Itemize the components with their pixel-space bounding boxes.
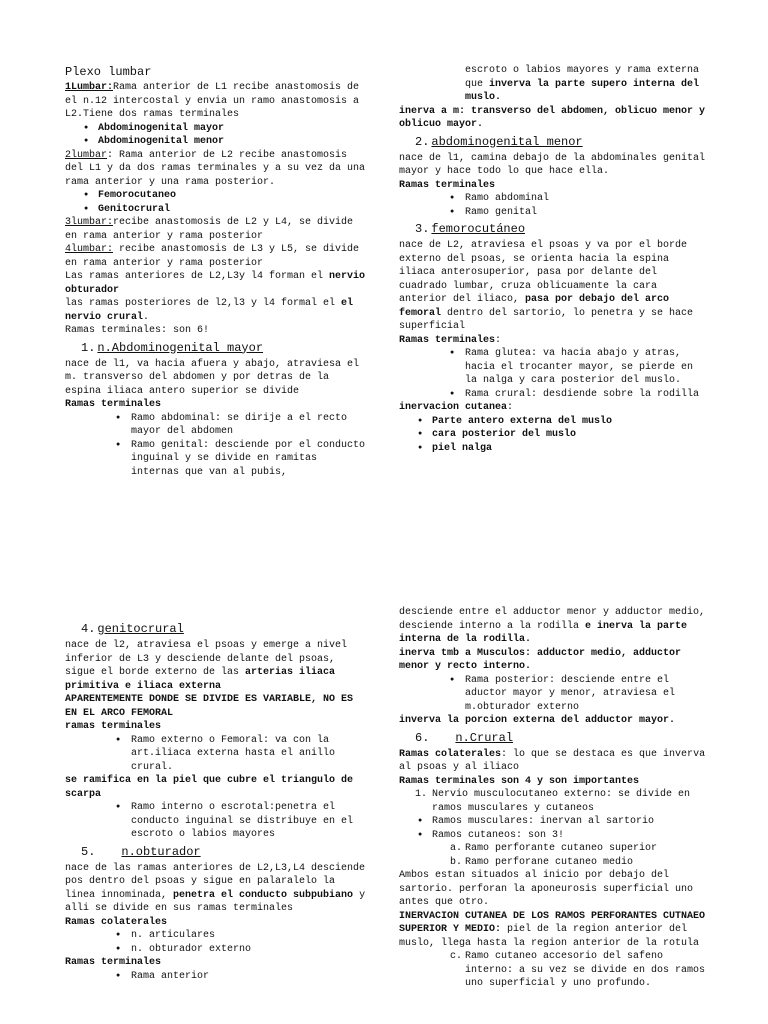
paragraph-situados: Ambos estan situados al inicio por debajo del sartorio. perforan la aponeurosis superficial uno antes que otro.	[399, 870, 694, 908]
list-obturador-terminals	[65, 970, 370, 984]
list-item: ● piel nalga	[399, 442, 707, 456]
list-genitocrural-internal	[65, 801, 370, 842]
list-rama-posterior	[399, 674, 707, 715]
column-top-left	[65, 64, 370, 479]
list-item: ● Ramo interno o escrotal:penetra el conducto inguinal se distribuye en el escroto o labios mayores	[65, 801, 370, 842]
heading-femorocutaneo: 3. femorocutáneo	[415, 222, 526, 236]
list-abdominogenital-menor-branches	[399, 192, 707, 219]
list-inervacion-cutanea	[399, 415, 707, 456]
text-lumbar-3: recibe anastomosis de L2 y L4, se divide en rama anterior y rama posterior	[65, 217, 354, 242]
list-item: a. Ramo perforante cutaneo superior	[399, 842, 707, 856]
list-item: ● Ramos musculares: inervan al sartorio	[399, 815, 707, 829]
paragraph-lumbar-1	[65, 81, 370, 122]
paragraph-abdominogenital-mayor: nace de l1, va hacia afuera y abajo, atraviesa el m. transverso del abdomen y por detras de la espina iliaca antero superior se divide	[65, 358, 360, 397]
list-safeno	[399, 950, 707, 991]
heading-abdominogenital-mayor: 1. n.Abdominogenital mayor	[81, 340, 264, 355]
column-bottom-left	[65, 619, 370, 983]
label-inervacion-cutanea: inervacion cutanea:	[399, 402, 514, 413]
list-crural-bullets	[399, 815, 707, 842]
list-lumbar-2-branches	[65, 189, 370, 216]
label-ramas-terminales: Ramas terminales son 4 y son importantes	[399, 775, 640, 787]
list-item: ● Rama anterior	[65, 970, 370, 984]
list-item: ● n. articulares	[65, 929, 370, 943]
paragraph-abdominogenital-menor: nace de l1, camina debajo de la abdominales genital mayor y hace todo lo que hace ella.	[399, 152, 706, 177]
label-lumbar-4: 4lumbar:	[65, 244, 114, 255]
paragraph-continuation: escroto o labios mayores y rama externa que inverva la parte supero interna del muslo.	[465, 65, 700, 103]
label-ramas-colaterales: Ramas colaterales	[65, 916, 168, 928]
heading-crural: 6. n.Crural	[415, 730, 514, 745]
paragraph-aductor-mayor: inverva la porcion externa del adductor mayor.	[399, 715, 676, 726]
list-item: ● Abdominogenital mayor	[65, 122, 370, 136]
paragraph-crural-origin: las ramas posteriores de l2,l3 y l4 formal el el nervio crural.	[65, 298, 354, 323]
list-obturador-collaterals	[65, 929, 370, 956]
paragraph-ramas-terminales: Ramas terminales: son 6!	[65, 325, 210, 336]
list-perforantes	[399, 842, 707, 869]
paragraph-ramas-colaterales: Ramas colaterales: lo que se destaca es que inverva al psoas y al iliaco	[399, 748, 706, 773]
paragraph-lumbar-4	[65, 243, 370, 270]
list-item: ● Ramo genital: desciende por el conducto inguinal y se divide en ramitas internas que van al pubis,	[65, 439, 370, 480]
list-item: ● Ramo genital	[399, 206, 707, 220]
column-top-right	[399, 64, 707, 455]
text-lumbar-1: Rama anterior de L1 recibe anastomosis de el n.12 intercostal y envia un ramo anastomosis a L2.Tiene dos ramas terminales	[65, 82, 360, 120]
text-lumbar-2: : Rama anterior de L2 recibe anastomosis del L1 y da dos ramas terminales y a su vez da una rama anterior y una rama posterior.	[65, 149, 366, 188]
paragraph-scarpa: se ramifica en la piel que cubre el triangulo de scarpa	[65, 775, 354, 800]
page-title: Plexo lumbar	[65, 65, 152, 79]
label-lumbar-2: 2lumbar	[65, 149, 108, 161]
label-lumbar-3: 3lumbar:	[65, 217, 114, 228]
list-item: ● Rama posterior: desciende entre el aductor mayor y menor, atraviesa el m.obturador externo	[399, 674, 707, 715]
paragraph-musculos: inerva tmb a Musculos: adductor medio, adductor menor y recto interno.	[399, 647, 682, 672]
list-item: ● cara posterior del muslo	[399, 428, 707, 442]
paragraph-genitocrural: nace de l2, atraviesa el psoas y emerge a nivel inferior de L3 y desciende delante del psoas, sigue el borde externo de las arterias iliaca primitiva e iliaca externa	[65, 640, 348, 692]
label-ramas-terminales: Ramas terminales	[65, 399, 162, 410]
label-lumbar-1: 1Lumbar:	[65, 82, 114, 93]
label-ramas-terminales: Ramas terminales:	[399, 334, 502, 346]
list-item: c. Ramo cutaneo accesorio del safeno interno: a su vez se divide en dos ramos uno superficial y uno profundo.	[399, 950, 707, 991]
list-item: ● Abdominogenital menor	[65, 135, 370, 149]
paragraph-inervation-muscles: inerva a m: transverso del abdomen, oblicuo menor y oblicuo mayor.	[399, 105, 706, 130]
list-item: ● Rama glutea: va hacia abajo y atras, hacia el trocanter mayor, se pierde en la nalga y cara posterior del muslo.	[399, 347, 707, 388]
heading-obturador: 5. n.obturador	[81, 844, 201, 859]
list-item: ● Ramo abdominal	[399, 192, 707, 206]
list-abdominogenital-mayor-branches	[65, 412, 370, 480]
list-lumbar-1-branches	[65, 122, 370, 149]
list-item: ● Ramo abdominal: se dirije a el recto mayor del abdomen	[65, 412, 370, 439]
list-femorocutaneo-branches	[399, 347, 707, 401]
paragraph-rama-anterior-cont: desciende entre el adductor menor y adductor medio, desciende interno a la rodilla e inerva la parte interna de la rodilla.	[399, 607, 706, 645]
list-crural-numbered	[399, 788, 707, 815]
paragraph-lumbar-2	[65, 149, 370, 190]
paragraph-lumbar-3	[65, 216, 370, 243]
text-lumbar-4: recibe anastomosis de L3 y L5, se divide en rama anterior y rama posterior	[65, 244, 360, 269]
list-item: 1. Nervio musculocutaneo externo: se divide en ramos musculares y cutaneos	[399, 788, 707, 815]
paragraph-femorocutaneo: nace de L2, atraviesa el psoas y va por el borde externo del psoas, se orienta hacia la espina iliaca anterosuperior, pasa por delante del cuadrado lumbar, cruza oblicuamente la cara anterior del iliaco, pasa por debajo del arco femoral dentro del sartorio, lo penetra y se hace superficial	[399, 240, 694, 332]
list-item: b. Ramo perforane cutaneo medio	[399, 856, 707, 870]
heading-abdominogenital-menor: 2. abdominogenital menor	[415, 134, 583, 149]
list-item: ● n. obturador externo	[65, 943, 370, 957]
paragraph-obturador-origin: Las ramas anteriores de L2,L3y l4 forman el nervio obturador	[65, 271, 366, 296]
list-item: ● Femorocutaneo	[65, 189, 370, 203]
list-genitocrural-external	[65, 734, 370, 775]
paragraph-inervacion-perforantes: INERVACION CUTANEA DE LOS RAMOS PERFORANTES CUTNAEO SUPERIOR Y MEDIO: piel de la region anterior del muslo, llega hasta la region anterior de la rotula	[399, 910, 706, 949]
list-item: ● Ramo externo o Femoral: va con la art.iliaca externa hasta el anillo crural.	[65, 734, 370, 775]
list-item: ● Genitocrural	[65, 203, 370, 217]
label-ramas-terminales: Ramas terminales	[65, 957, 162, 968]
column-bottom-right	[399, 606, 707, 991]
list-item: ● Parte antero externa del muslo	[399, 415, 707, 429]
list-item: ● Ramos cutaneos: son 3!	[399, 829, 707, 843]
list-item: ● Rama crural: desdiende sobre la rodilla	[399, 388, 707, 402]
heading-genitocrural: 4. genitocrural	[81, 622, 184, 636]
label-ramas-terminales: ramas terminales	[65, 721, 162, 732]
label-ramas-terminales: Ramas terminales	[399, 179, 496, 191]
paragraph-division-note: APARENTEMENTE DONDE SE DIVIDE ES VARIABLE, NO ES EN EL ARCO FEMORAL	[65, 694, 354, 719]
paragraph-obturador: nace de las ramas anteriores de L2,L3,L4 desciende pos dentro del psoas y sigue en palaralelo la linea innominada, penetra el conducto subpubiano y alli se divide en sus ramas terminales	[65, 862, 366, 914]
